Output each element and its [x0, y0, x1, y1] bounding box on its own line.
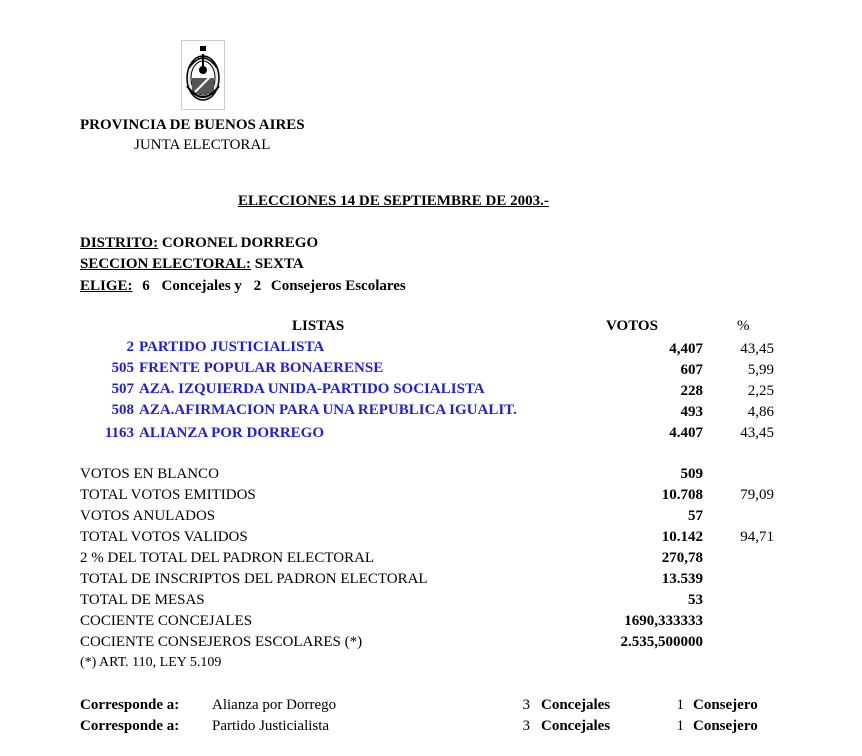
list-pct: 43,45 [740, 341, 774, 357]
total-value: 10.142 [661, 529, 703, 545]
total-value: 2.535,500000 [620, 634, 703, 650]
list-pct: 2,25 [747, 383, 774, 399]
total-label: 2 % DEL TOTAL DEL PADRON ELECTORAL [80, 550, 375, 566]
electoral-board-title: JUNTA ELECTORAL [134, 137, 271, 153]
total-pct: 94,71 [740, 529, 774, 545]
list-votes: 493 [680, 404, 703, 420]
total-label: TOTAL DE MESAS [80, 592, 205, 608]
total-label: TOTAL DE INSCRIPTOS DEL PADRON ELECTORAL [80, 571, 428, 587]
allocation-concejales-count: 3 [522, 718, 530, 734]
list-name: AZA.AFIRMACION PARA UNA REPUBLICA IGUALIT. [139, 402, 517, 418]
allocation-party: Partido Justicialista [212, 718, 330, 734]
elects-consejeros-count: 2 [253, 278, 262, 294]
total-value: 10.708 [661, 487, 703, 503]
total-label: COCIENTE CONSEJEROS ESCOLARES (*) [80, 634, 363, 650]
total-label: TOTAL VOTOS VALIDOS [80, 529, 248, 545]
district-value: CORONEL DORREGO [161, 235, 319, 251]
list-votes: 4,407 [669, 341, 703, 357]
coat-of-arms-seal [181, 40, 225, 110]
header-pct: % [737, 318, 750, 334]
total-pct: 79,09 [740, 487, 774, 503]
district-label: DISTRITO: [80, 235, 159, 251]
total-label: TOTAL VOTOS EMITIDOS [80, 487, 256, 503]
list-votes: 4.407 [669, 425, 703, 441]
allocation-consejeros-count: 1 [676, 718, 684, 734]
list-number: 505 [111, 360, 134, 376]
allocation-concejales-label: Concejales [541, 718, 611, 734]
elects-concejales-label: Concejales y [161, 278, 242, 294]
elects-concejales-count: 6 [142, 278, 150, 294]
allocation-concejales-count: 3 [522, 697, 530, 713]
total-value: 1690,333333 [624, 613, 703, 629]
list-number: 508 [111, 402, 134, 418]
list-pct: 43,45 [740, 425, 774, 441]
list-votes: 228 [680, 383, 703, 399]
elects-line [80, 278, 406, 295]
allocation-consejeros-label: Consejero [693, 697, 758, 713]
list-number: 2 [126, 339, 134, 355]
total-value: 53 [688, 592, 703, 608]
list-name: PARTIDO JUSTICIALISTA [139, 339, 325, 355]
section-line [80, 256, 304, 273]
total-label: VOTOS EN BLANCO [80, 466, 219, 482]
total-value: 13.539 [661, 571, 703, 587]
section-label: SECCION ELECTORAL: [80, 256, 252, 272]
header-lists: LISTAS [292, 318, 345, 334]
allocation-label: Corresponde a: [80, 718, 180, 734]
section-value: SEXTA [254, 256, 304, 272]
province-title: PROVINCIA DE BUENOS AIRES [80, 117, 305, 133]
list-votes: 607 [680, 362, 703, 378]
list-name: FRENTE POPULAR BONAERENSE [139, 360, 384, 376]
list-pct: 4,86 [747, 404, 774, 420]
total-label: COCIENTE CONCEJALES [80, 613, 253, 629]
district-line [80, 235, 318, 252]
elects-consejeros-label: Consejeros Escolares [270, 278, 406, 294]
footnote: (*) ART. 110, LEY 5.109 [80, 655, 222, 670]
allocation-concejales-label: Concejales [541, 697, 611, 713]
list-pct: 5,99 [747, 362, 774, 378]
header-votes: VOTOS [606, 318, 658, 334]
list-number: 507 [111, 381, 134, 397]
list-name: AZA. IZQUIERDA UNIDA-PARTIDO SOCIALISTA [139, 381, 485, 397]
list-number: 1163 [104, 425, 134, 441]
list-name: ALIANZA POR DORREGO [139, 425, 325, 441]
allocation-consejeros-label: Consejero [693, 718, 758, 734]
total-value: 270,78 [661, 550, 703, 566]
allocation-consejeros-count: 1 [676, 697, 684, 713]
allocation-party: Alianza por Dorrego [212, 697, 337, 713]
elects-label: ELIGE: [80, 278, 133, 294]
election-title: ELECCIONES 14 DE SEPTIEMBRE DE 2003.- [238, 193, 549, 209]
total-value: 509 [680, 466, 703, 482]
allocation-label: Corresponde a: [80, 697, 180, 713]
total-value: 57 [688, 508, 703, 524]
total-label: VOTOS ANULADOS [80, 508, 216, 524]
